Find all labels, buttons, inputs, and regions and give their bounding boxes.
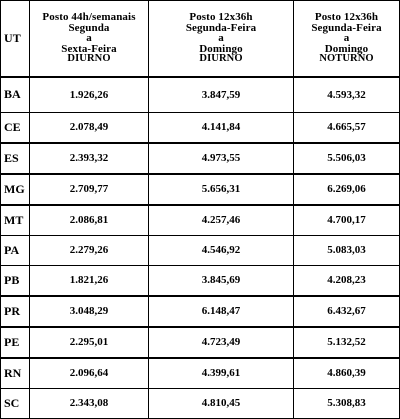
header-col3-line4: Domingo [324, 42, 369, 55]
table-row [1, 388, 400, 418]
cell-12x36-noturno: 4.208,23 [294, 265, 400, 296]
table-row [1, 358, 400, 389]
cell-44h: 2.096,64 [30, 358, 149, 389]
cell-12x36-diurno: 6.148,47 [149, 296, 294, 327]
cell-12x36-noturno: 5.132,52 [294, 327, 400, 358]
cell-44h: 2.343,08 [30, 388, 149, 418]
header-col3-line5: NOTURNO [319, 53, 374, 64]
header-col1-line2: Segunda [68, 21, 110, 34]
cell-12x36-noturno: 4.593,32 [294, 77, 400, 113]
cell-12x36-diurno: 3.845,69 [149, 265, 294, 296]
header-col-12x36-diurno [149, 1, 294, 77]
cell-uf: ES [1, 143, 30, 174]
header-col1-line5: DIURNO [67, 53, 111, 64]
cell-12x36-noturno: 5.506,03 [294, 143, 400, 174]
cell-44h: 2.295,01 [30, 327, 149, 358]
header-col-12x36-noturno [294, 1, 400, 77]
header-col2-line3: a [218, 32, 224, 44]
table-row [1, 77, 400, 113]
cell-uf: MG [1, 174, 30, 205]
header-col2-line2: Segunda-Feira [185, 21, 257, 34]
header-col3-line2: Segunda-Feira [311, 21, 382, 34]
cell-44h: 2.393,32 [30, 143, 149, 174]
cell-12x36-noturno: 6.269,06 [294, 174, 400, 205]
cell-12x36-diurno: 5.656,31 [149, 174, 294, 205]
cell-44h: 2.078,49 [30, 112, 149, 143]
table-row [1, 235, 400, 265]
cell-12x36-noturno: 6.432,67 [294, 296, 400, 327]
header-col1-line3: a [86, 32, 92, 44]
table-row [1, 143, 400, 174]
header-col2-line1: Posto 12x36h [189, 11, 253, 23]
cell-uf: PA [1, 235, 30, 265]
cell-44h: 2.709,77 [30, 174, 149, 205]
cell-44h: 2.279,26 [30, 235, 149, 265]
header-col1-line1: Posto 44h/semanais [42, 11, 136, 23]
cell-12x36-diurno: 4.399,61 [149, 358, 294, 389]
cell-uf: MT [1, 205, 30, 236]
header-col3-line1: Posto 12x36h [314, 11, 379, 23]
cell-12x36-noturno: 4.860,39 [294, 358, 400, 389]
cell-44h: 2.086,81 [30, 205, 149, 236]
cell-12x36-noturno: 4.700,17 [294, 205, 400, 236]
table-body [1, 77, 400, 419]
cell-uf: SC [1, 388, 30, 418]
header-col2-line4: Domingo [199, 42, 243, 55]
cell-uf: PE [1, 327, 30, 358]
cell-uf: CE [1, 112, 30, 143]
cell-12x36-diurno: 4.257,46 [149, 205, 294, 236]
cell-12x36-diurno: 4.546,92 [149, 235, 294, 265]
table-row [1, 174, 400, 205]
cell-12x36-noturno: 5.308,83 [294, 388, 400, 418]
cell-12x36-diurno: 4.973,55 [149, 143, 294, 174]
cell-12x36-noturno: 5.083,03 [294, 235, 400, 265]
cell-uf: PB [1, 265, 30, 296]
table-header [1, 1, 400, 77]
cell-12x36-diurno: 4.723,49 [149, 327, 294, 358]
table-row [1, 327, 400, 358]
header-uf: UT [1, 1, 30, 77]
table-row [1, 265, 400, 296]
header-col3-line3: a [343, 32, 350, 44]
cell-uf: BA [1, 77, 30, 113]
cell-44h: 1.821,26 [30, 265, 149, 296]
header-col2-line5: DIURNO [199, 53, 243, 64]
cell-uf: PR [1, 296, 30, 327]
cell-44h: 3.048,29 [30, 296, 149, 327]
cell-uf: RN [1, 358, 30, 389]
header-col-44h [30, 1, 149, 77]
table-row [1, 296, 400, 327]
header-col1-line4: Sexta-Feira [61, 42, 117, 55]
cell-12x36-diurno: 4.810,45 [149, 388, 294, 418]
cell-12x36-diurno: 4.141,84 [149, 112, 294, 143]
table-row [1, 112, 400, 143]
cell-12x36-noturno: 4.665,57 [294, 112, 400, 143]
cell-12x36-diurno: 3.847,59 [149, 77, 294, 113]
table-row [1, 205, 400, 236]
cell-44h: 1.926,26 [30, 77, 149, 113]
